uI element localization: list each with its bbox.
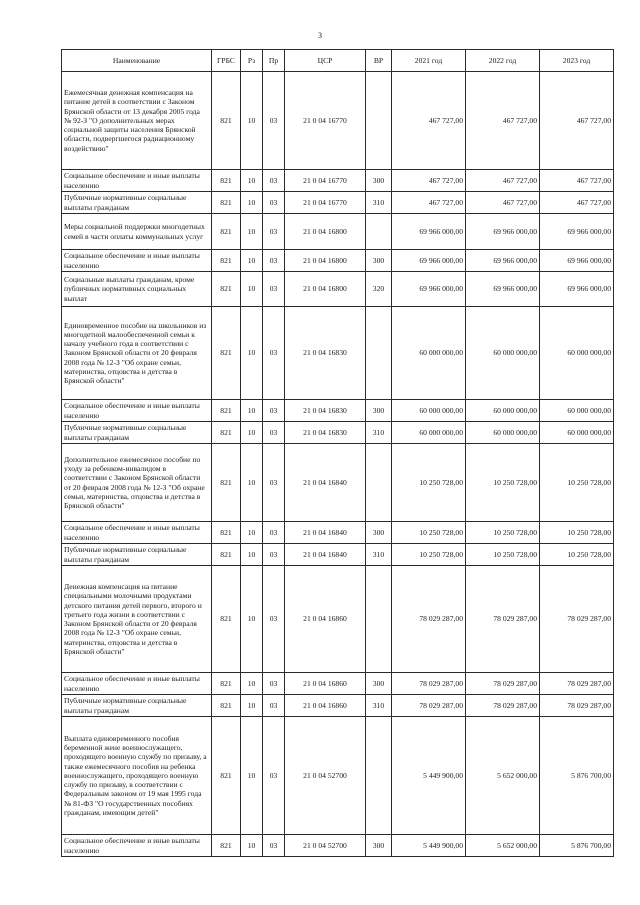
row-rz-cell: 10 bbox=[241, 522, 263, 544]
table-row bbox=[62, 192, 614, 214]
row-2021-cell: 60 000 000,00 bbox=[392, 307, 466, 400]
row-pr-cell: 03 bbox=[263, 566, 285, 673]
row-vr-cell: 300 bbox=[366, 835, 392, 857]
header-2022: 2022 год bbox=[466, 50, 540, 72]
row-csr-cell: 21 0 04 16830 bbox=[285, 400, 366, 422]
row-2023-cell: 78 029 287,00 bbox=[540, 695, 614, 717]
row-2021-cell: 467 727,00 bbox=[392, 192, 466, 214]
table-row bbox=[62, 444, 614, 522]
row-csr-cell: 21 0 04 16860 bbox=[285, 695, 366, 717]
row-2022-cell: 467 727,00 bbox=[466, 192, 540, 214]
row-2023-cell: 60 000 000,00 bbox=[540, 422, 614, 444]
row-2022-cell: 78 029 287,00 bbox=[466, 566, 540, 673]
row-vr-cell: 300 bbox=[366, 400, 392, 422]
row-name-cell: Единовременное пособие на школьников из многодетной малообеспеченной семьи к началу учебного года в соответствии с Законом Брянской области от 20 февраля 2008 года № 12-З "Об охране семьи, материнства, отцовства и детства в Брянской области" bbox=[62, 307, 212, 400]
row-2023-cell: 467 727,00 bbox=[540, 170, 614, 192]
row-2023-cell: 69 966 000,00 bbox=[540, 272, 614, 307]
row-2022-cell: 78 029 287,00 bbox=[466, 673, 540, 695]
row-csr-cell: 21 0 04 16830 bbox=[285, 422, 366, 444]
row-2021-cell: 10 250 728,00 bbox=[392, 522, 466, 544]
table-row bbox=[62, 544, 614, 566]
row-pr-cell: 03 bbox=[263, 695, 285, 717]
row-2021-cell: 60 000 000,00 bbox=[392, 400, 466, 422]
row-2022-cell: 10 250 728,00 bbox=[466, 544, 540, 566]
row-2023-cell: 10 250 728,00 bbox=[540, 544, 614, 566]
row-2023-cell: 60 000 000,00 bbox=[540, 400, 614, 422]
row-rz-cell: 10 bbox=[241, 422, 263, 444]
row-rz-cell: 10 bbox=[241, 835, 263, 857]
row-grbs-cell: 821 bbox=[212, 835, 241, 857]
row-rz-cell: 10 bbox=[241, 170, 263, 192]
row-2023-cell: 5 876 700,00 bbox=[540, 835, 614, 857]
row-vr-cell: 300 bbox=[366, 522, 392, 544]
row-vr-cell: 300 bbox=[366, 673, 392, 695]
header-2021: 2021 год bbox=[392, 50, 466, 72]
row-vr-cell: 320 bbox=[366, 272, 392, 307]
row-2023-cell: 10 250 728,00 bbox=[540, 522, 614, 544]
row-2021-cell: 69 966 000,00 bbox=[392, 214, 466, 250]
row-name-cell: Социальное обеспечение и иные выплаты населению bbox=[62, 400, 212, 422]
row-grbs-cell: 821 bbox=[212, 544, 241, 566]
row-grbs-cell: 821 bbox=[212, 170, 241, 192]
row-rz-cell: 10 bbox=[241, 695, 263, 717]
row-csr-cell: 21 0 04 16830 bbox=[285, 307, 366, 400]
row-csr-cell: 21 0 04 16770 bbox=[285, 192, 366, 214]
row-pr-cell: 03 bbox=[263, 192, 285, 214]
row-rz-cell: 10 bbox=[241, 717, 263, 835]
row-pr-cell: 03 bbox=[263, 422, 285, 444]
row-pr-cell: 03 bbox=[263, 835, 285, 857]
table-row bbox=[62, 72, 614, 170]
row-name-cell: Публичные нормативные социальные выплаты гражданам bbox=[62, 544, 212, 566]
row-grbs-cell: 821 bbox=[212, 214, 241, 250]
row-pr-cell: 03 bbox=[263, 214, 285, 250]
row-2023-cell: 10 250 728,00 bbox=[540, 444, 614, 522]
row-pr-cell: 03 bbox=[263, 170, 285, 192]
row-pr-cell: 03 bbox=[263, 307, 285, 400]
row-rz-cell: 10 bbox=[241, 272, 263, 307]
row-name-cell: Публичные нормативные социальные выплаты гражданам bbox=[62, 422, 212, 444]
row-grbs-cell: 821 bbox=[212, 717, 241, 835]
row-vr-cell bbox=[366, 444, 392, 522]
row-grbs-cell: 821 bbox=[212, 250, 241, 272]
row-grbs-cell: 821 bbox=[212, 192, 241, 214]
row-csr-cell: 21 0 04 16840 bbox=[285, 544, 366, 566]
row-pr-cell: 03 bbox=[263, 400, 285, 422]
row-vr-cell: 300 bbox=[366, 170, 392, 192]
row-2021-cell: 60 000 000,00 bbox=[392, 422, 466, 444]
table-row bbox=[62, 566, 614, 673]
row-rz-cell: 10 bbox=[241, 307, 263, 400]
table-row bbox=[62, 250, 614, 272]
header-vr: ВР bbox=[366, 50, 392, 72]
row-rz-cell: 10 bbox=[241, 72, 263, 170]
row-name-cell: Социальное обеспечение и иные выплаты населению bbox=[62, 835, 212, 857]
row-name-cell: Выплата единовременного пособия беременной жене военнослужащего, проходящего военную службу по призыву, а также ежемесячного пособия на ребенка военнослужащего, проходящего военную службу по призыву, в соответствии с Федеральным законом от 19 мая 1995 года № 81-ФЗ "О государственных пособиях гражданам, имеющим детей" bbox=[62, 717, 212, 835]
row-vr-cell: 300 bbox=[366, 250, 392, 272]
header-rz: Рз bbox=[241, 50, 263, 72]
table-row bbox=[62, 422, 614, 444]
row-name-cell: Дополнительное ежемесячное пособие по уходу за ребенком-инвалидом в соответствии с Законом Брянской области от 20 февраля 2008 года № 12-З "Об охране семьи, материнства, отцовства и детства в Брянской области" bbox=[62, 444, 212, 522]
row-grbs-cell: 821 bbox=[212, 566, 241, 673]
row-name-cell: Социальные выплаты гражданам, кроме публичных нормативных социальных выплат bbox=[62, 272, 212, 307]
row-grbs-cell: 821 bbox=[212, 695, 241, 717]
row-2023-cell: 78 029 287,00 bbox=[540, 566, 614, 673]
row-vr-cell: 310 bbox=[366, 544, 392, 566]
row-2022-cell: 60 000 000,00 bbox=[466, 422, 540, 444]
row-vr-cell bbox=[366, 307, 392, 400]
row-grbs-cell: 821 bbox=[212, 307, 241, 400]
table-row bbox=[62, 717, 614, 835]
row-name-cell: Социальное обеспечение и иные выплаты населению bbox=[62, 673, 212, 695]
table-row bbox=[62, 307, 614, 400]
row-vr-cell: 310 bbox=[366, 422, 392, 444]
row-rz-cell: 10 bbox=[241, 444, 263, 522]
row-2021-cell: 78 029 287,00 bbox=[392, 566, 466, 673]
row-vr-cell: 310 bbox=[366, 695, 392, 717]
header-pr: Пр bbox=[263, 50, 285, 72]
row-2023-cell: 467 727,00 bbox=[540, 72, 614, 170]
row-2023-cell: 60 000 000,00 bbox=[540, 307, 614, 400]
row-grbs-cell: 821 bbox=[212, 72, 241, 170]
row-vr-cell bbox=[366, 566, 392, 673]
row-grbs-cell: 821 bbox=[212, 522, 241, 544]
table-row bbox=[62, 272, 614, 307]
row-2022-cell: 5 652 000,00 bbox=[466, 717, 540, 835]
row-name-cell: Публичные нормативные социальные выплаты гражданам bbox=[62, 695, 212, 717]
row-2022-cell: 10 250 728,00 bbox=[466, 522, 540, 544]
row-name-cell: Социальное обеспечение и иные выплаты населению bbox=[62, 250, 212, 272]
row-name-cell: Ежемесячная денежная компенсация на питание детей в соответствии с Законом Брянской области от 13 декабря 2005 года № 92-З "О дополнительных мерах социальной защиты населения Брянской области, подвергшегося радиационному воздействию" bbox=[62, 72, 212, 170]
row-pr-cell: 03 bbox=[263, 272, 285, 307]
table-header-row bbox=[62, 50, 614, 72]
row-csr-cell: 21 0 04 16770 bbox=[285, 72, 366, 170]
row-2021-cell: 467 727,00 bbox=[392, 170, 466, 192]
row-csr-cell: 21 0 04 16840 bbox=[285, 444, 366, 522]
row-2022-cell: 10 250 728,00 bbox=[466, 444, 540, 522]
row-name-cell: Меры социальной поддержки многодетных семей в части оплаты коммунальных услуг bbox=[62, 214, 212, 250]
table-row bbox=[62, 400, 614, 422]
row-pr-cell: 03 bbox=[263, 250, 285, 272]
row-pr-cell: 03 bbox=[263, 444, 285, 522]
row-vr-cell: 310 bbox=[366, 192, 392, 214]
row-2023-cell: 69 966 000,00 bbox=[540, 214, 614, 250]
row-csr-cell: 21 0 04 16800 bbox=[285, 250, 366, 272]
row-rz-cell: 10 bbox=[241, 192, 263, 214]
row-pr-cell: 03 bbox=[263, 673, 285, 695]
row-rz-cell: 10 bbox=[241, 214, 263, 250]
row-csr-cell: 21 0 04 16860 bbox=[285, 673, 366, 695]
row-2023-cell: 467 727,00 bbox=[540, 192, 614, 214]
table-row bbox=[62, 673, 614, 695]
row-name-cell: Социальное обеспечение и иные выплаты населению bbox=[62, 170, 212, 192]
row-2021-cell: 467 727,00 bbox=[392, 72, 466, 170]
row-rz-cell: 10 bbox=[241, 673, 263, 695]
budget-table bbox=[61, 49, 614, 857]
row-2023-cell: 69 966 000,00 bbox=[540, 250, 614, 272]
header-2023: 2023 год bbox=[540, 50, 614, 72]
row-rz-cell: 10 bbox=[241, 400, 263, 422]
row-csr-cell: 21 0 04 16770 bbox=[285, 170, 366, 192]
row-rz-cell: 10 bbox=[241, 544, 263, 566]
row-2021-cell: 78 029 287,00 bbox=[392, 673, 466, 695]
row-2023-cell: 5 876 700,00 bbox=[540, 717, 614, 835]
row-2022-cell: 60 000 000,00 bbox=[466, 307, 540, 400]
header-csr: ЦСР bbox=[285, 50, 366, 72]
row-grbs-cell: 821 bbox=[212, 444, 241, 522]
row-csr-cell: 21 0 04 16860 bbox=[285, 566, 366, 673]
row-grbs-cell: 821 bbox=[212, 400, 241, 422]
header-grbs: ГРБС bbox=[212, 50, 241, 72]
row-vr-cell bbox=[366, 214, 392, 250]
table-row bbox=[62, 522, 614, 544]
row-csr-cell: 21 0 04 52700 bbox=[285, 835, 366, 857]
row-grbs-cell: 821 bbox=[212, 272, 241, 307]
row-csr-cell: 21 0 04 16840 bbox=[285, 522, 366, 544]
row-pr-cell: 03 bbox=[263, 72, 285, 170]
row-2023-cell: 78 029 287,00 bbox=[540, 673, 614, 695]
row-csr-cell: 21 0 04 16800 bbox=[285, 272, 366, 307]
row-grbs-cell: 821 bbox=[212, 422, 241, 444]
row-vr-cell bbox=[366, 717, 392, 835]
row-name-cell: Публичные нормативные социальные выплаты гражданам bbox=[62, 192, 212, 214]
row-vr-cell bbox=[366, 72, 392, 170]
row-2021-cell: 10 250 728,00 bbox=[392, 444, 466, 522]
row-2022-cell: 69 966 000,00 bbox=[466, 250, 540, 272]
row-2022-cell: 78 029 287,00 bbox=[466, 695, 540, 717]
page-number: 3 bbox=[318, 31, 322, 40]
row-rz-cell: 10 bbox=[241, 250, 263, 272]
row-grbs-cell: 821 bbox=[212, 673, 241, 695]
row-pr-cell: 03 bbox=[263, 522, 285, 544]
row-name-cell: Денежная компенсация на питание специальными молочными продуктами детского питания детей первого, второго и третьего года жизни в соответствии с Законом Брянской области от 20 февраля 2008 года № 12-З "Об охране семьи, материнства, отцовства и детства в Брянской области" bbox=[62, 566, 212, 673]
row-name-cell: Социальное обеспечение и иные выплаты населению bbox=[62, 522, 212, 544]
row-csr-cell: 21 0 04 52700 bbox=[285, 717, 366, 835]
row-2021-cell: 78 029 287,00 bbox=[392, 695, 466, 717]
row-csr-cell: 21 0 04 16800 bbox=[285, 214, 366, 250]
row-2022-cell: 69 966 000,00 bbox=[466, 214, 540, 250]
row-pr-cell: 03 bbox=[263, 717, 285, 835]
row-2021-cell: 5 449 900,00 bbox=[392, 835, 466, 857]
row-2022-cell: 5 652 000,00 bbox=[466, 835, 540, 857]
header-name: Наименование bbox=[62, 50, 212, 72]
row-2022-cell: 69 966 000,00 bbox=[466, 272, 540, 307]
table-row bbox=[62, 214, 614, 250]
row-2022-cell: 60 000 000,00 bbox=[466, 400, 540, 422]
table-row bbox=[62, 170, 614, 192]
table-row bbox=[62, 695, 614, 717]
row-2022-cell: 467 727,00 bbox=[466, 170, 540, 192]
row-rz-cell: 10 bbox=[241, 566, 263, 673]
row-2021-cell: 69 966 000,00 bbox=[392, 250, 466, 272]
row-2021-cell: 10 250 728,00 bbox=[392, 544, 466, 566]
row-2021-cell: 5 449 900,00 bbox=[392, 717, 466, 835]
row-2022-cell: 467 727,00 bbox=[466, 72, 540, 170]
table-row bbox=[62, 835, 614, 857]
row-pr-cell: 03 bbox=[263, 544, 285, 566]
row-2021-cell: 69 966 000,00 bbox=[392, 272, 466, 307]
